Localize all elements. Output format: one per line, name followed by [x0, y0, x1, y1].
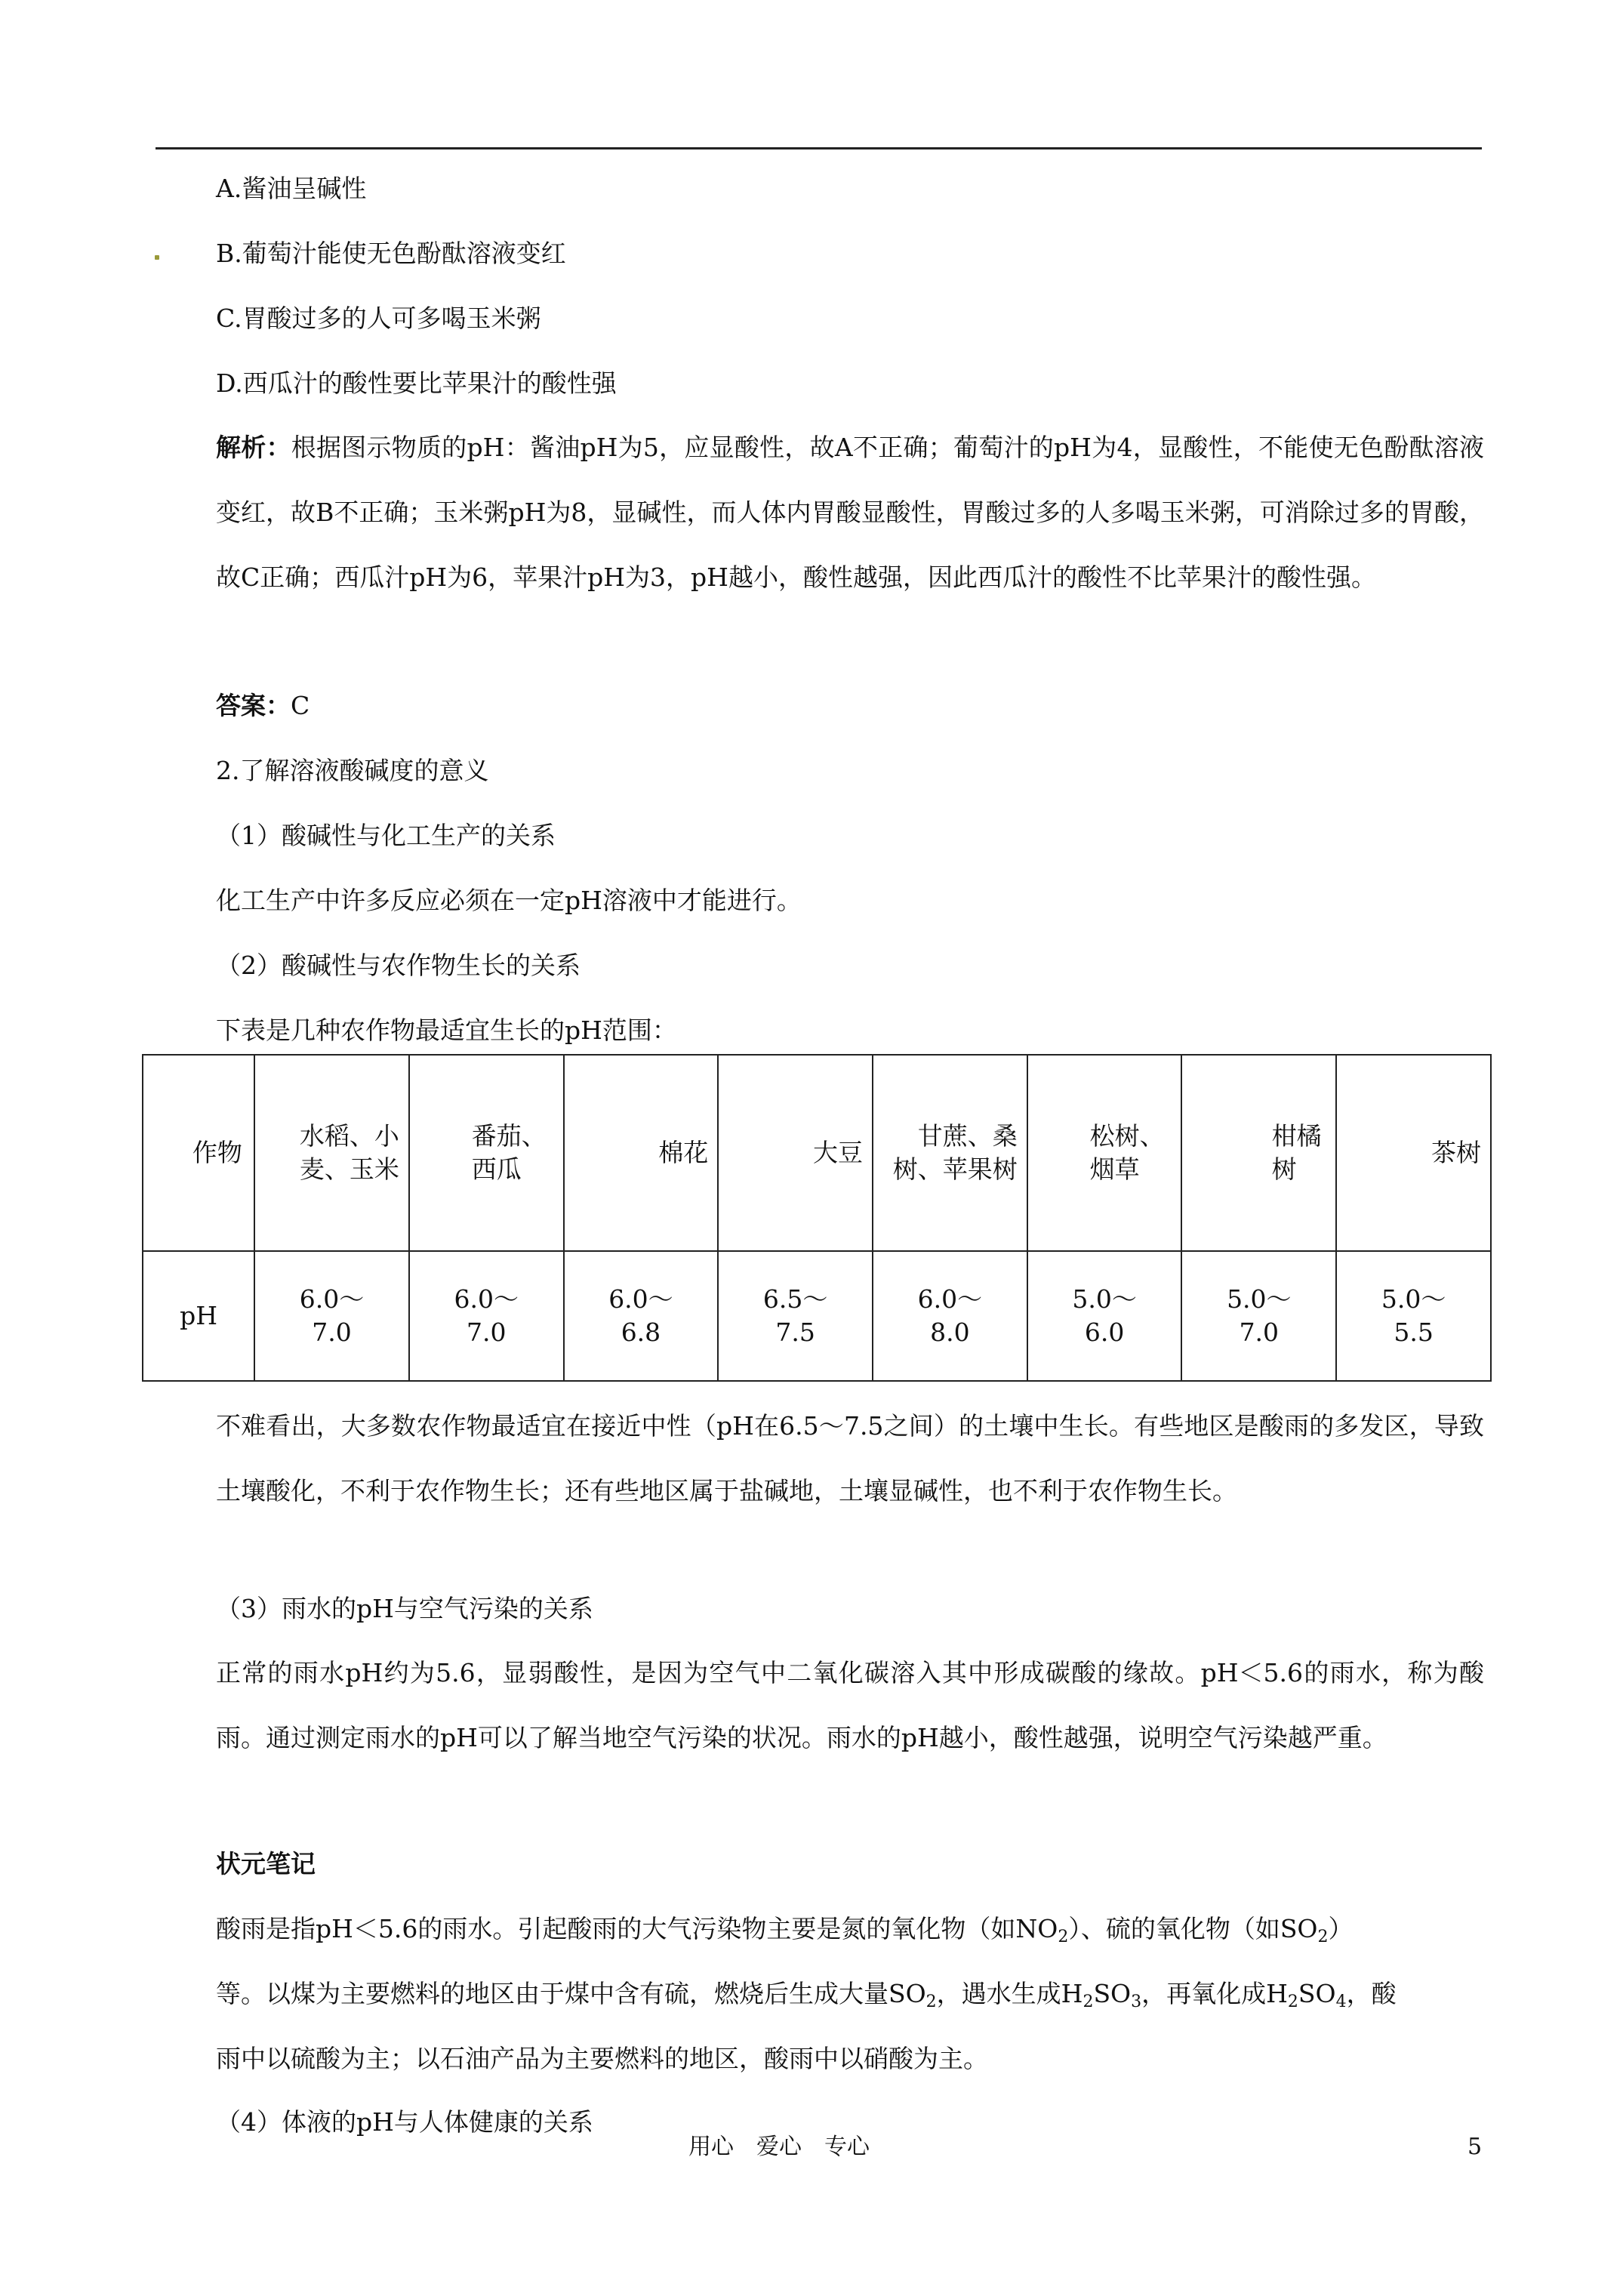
analysis-paragraph [216, 415, 1484, 610]
sub3-title: （3）雨水的pH与空气污染的关系 [216, 1594, 593, 1623]
sub2-text: 不难看出，大多数农作物最适宜在接近中性（pH在6.5～7.5之间）的土壤中生长。有些地区是酸雨的多发区，导致土壤酸化，不利于农作物生长；还有些地区属于盐碱地，土壤显碱性，也不利于农作物生长。 [216, 1411, 1484, 1505]
sub1-title: （1）酸碱性与化工生产的关系 [216, 821, 556, 850]
table-cell-ph: 5.0～ 6.0 [1027, 1251, 1182, 1381]
answer-label: 答案： [216, 691, 291, 720]
answer-value: C [291, 691, 310, 720]
analysis-text: 根据图示物质的pH：酱油pH为5，应显酸性，故A不正确；葡萄汁的pH为4，显酸性，不能使无色酚酞溶液变红，故B不正确；玉米粥pH为8，显碱性，而人体内胃酸显酸性，胃酸过多的人多喝玉米粥，可消除过多的胃酸，故C正确；西瓜汁pH为6，苹果汁pH为3，pH越小，酸性越强，因此西瓜汁的酸性不比苹果汁的酸性强。 [216, 433, 1485, 592]
answer-line [216, 689, 1484, 723]
section2-title: 2.了解溶液酸碱度的意义 [216, 756, 489, 785]
note-title: 状元笔记 [216, 1849, 316, 1878]
section4-title: （4）体液的pH与人体健康的关系 [216, 2107, 593, 2137]
table-cell-ph: 6.0～ 7.0 [409, 1251, 564, 1381]
table-header-label: 作物 [143, 1055, 254, 1251]
page-number: 5 [1467, 2134, 1483, 2160]
table-cell-crop: 大豆 [718, 1055, 873, 1251]
crop-ph-table [142, 1054, 1492, 1382]
header-rule [156, 147, 1482, 149]
table-cell-crop: 番茄、西瓜 [409, 1055, 564, 1251]
table-row-crops [143, 1055, 1491, 1251]
table-cell-crop: 茶树 [1336, 1055, 1491, 1251]
table-row-ph [143, 1251, 1491, 1381]
table-ph-label: pH [143, 1251, 254, 1381]
option-a: A.酱油呈碱性 [216, 174, 367, 203]
option-c: C.胃酸过多的人可多喝玉米粥 [216, 304, 541, 333]
table-cell-crop: 棉花 [564, 1055, 719, 1251]
sub2-title: （2）酸碱性与农作物生长的关系 [216, 951, 581, 980]
footer-motto: 用心 爱心 专心 [688, 2134, 870, 2160]
table-cell-ph: 6.0～ 7.0 [254, 1251, 409, 1381]
table-cell-ph: 6.0～ 6.8 [564, 1251, 719, 1381]
table-cell-crop: 甘蔗、桑树、苹果树 [873, 1055, 1027, 1251]
sub3-text: 正常的雨水pH约为5.6，显弱酸性，是因为空气中二氧化碳溶入其中形成碳酸的缘故。pH＜5.6的雨水，称为酸雨。通过测定雨水的pH可以了解当地空气污染的状况。雨水的pH越小，酸性越强，说明空气污染越严重。 [216, 1658, 1484, 1752]
option-d: D.西瓜汁的酸性要比苹果汁的酸性强 [216, 368, 617, 398]
table-cell-ph: 6.5～ 7.5 [718, 1251, 873, 1381]
table-cell-ph: 5.0～ 7.0 [1181, 1251, 1336, 1381]
note-line-3: 雨中以硫酸为主；以石油产品为主要燃料的地区，酸雨中以硝酸为主。 [216, 2044, 988, 2073]
note-line-2: 等。以煤为主要燃料的地区由于煤中含有硫，燃烧后生成大量$SO_2$，遇水生成$H_2SO_3$，再氧化成$H_2SO_4$，酸 [216, 1979, 1397, 2011]
analysis-label: 解析： [216, 433, 291, 462]
table-intro: 下表是几种农作物最适宜生长的pH范围： [216, 1015, 677, 1045]
note-line-1: 酸雨是指pH＜5.6的雨水。引起酸雨的大气污染物主要是氮的氧化物（如$NO_2$）、硫的氧化物（如$SO_2$） [216, 1914, 1354, 1946]
table-cell-ph: 5.0～ 5.5 [1336, 1251, 1491, 1381]
table-cell-crop: 柑橘树 [1181, 1055, 1336, 1251]
sub1-text: 化工生产中许多反应必须在一定pH溶液中才能进行。 [216, 886, 802, 915]
table-cell-crop: 水稻、小麦、玉米 [254, 1055, 409, 1251]
option-b: B.葡萄汁能使无色酚酞溶液变红 [216, 239, 566, 268]
table-cell-ph: 6.0～ 8.0 [873, 1251, 1027, 1381]
bullet-mark [155, 255, 159, 260]
table-cell-crop: 松树、烟草 [1027, 1055, 1182, 1251]
